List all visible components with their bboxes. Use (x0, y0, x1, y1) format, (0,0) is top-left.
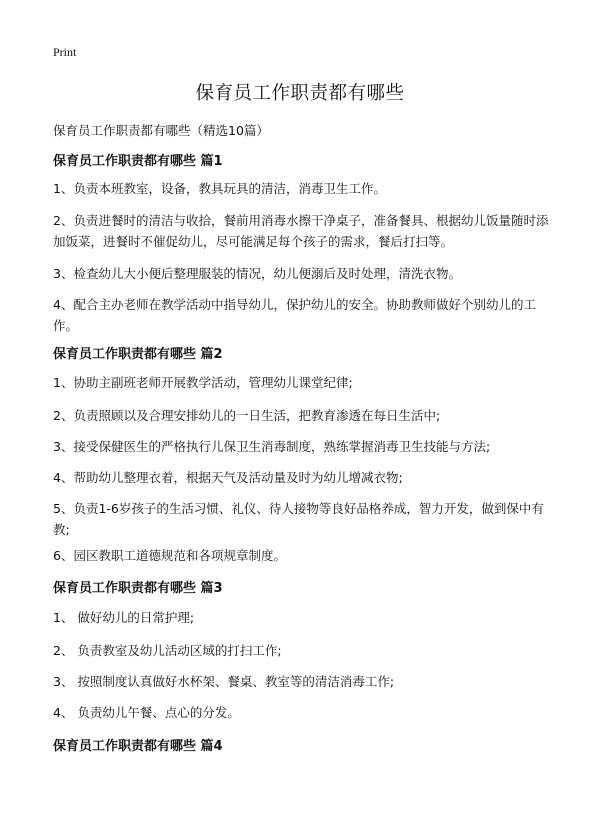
section-heading-2: 保育员工作职责都有哪些 篇2 (53, 347, 223, 362)
section-heading-1: 保育员工作职责都有哪些 篇1 (53, 154, 223, 169)
section-2-item-3: 3、接受保健医生的严格执行儿保卫生消毒制度，熟练掌握消毒卫生技能与方法; (53, 439, 491, 454)
section-2-item-5: 5、负责1-6岁孩子的生活习惯、礼仪、待人接物等良好品格养成，智力开发，做到保中有教; (53, 501, 544, 537)
section-3-item-3: 3、 按照制度认真做好水杯架、餐桌、教室等的清洁消毒工作; (53, 674, 395, 689)
section-2-item-2: 2、负责照顾以及合理安排幼儿的一日生活，把教育渗透在每日生活中; (53, 408, 441, 423)
section-heading-3: 保育员工作职责都有哪些 篇3 (53, 581, 223, 596)
section-2-item-4: 4、帮助幼儿整理衣着，根据天气及活动量及时为幼儿增减衣物; (53, 470, 403, 485)
section-heading-4: 保育员工作职责都有哪些 篇4 (53, 739, 223, 754)
print-link[interactable]: Print (53, 45, 77, 59)
section-3-item-4: 4、 负责幼儿午餐、点心的分发。 (53, 705, 240, 720)
section-1-item-2: 2、负责进餐时的清洁与收拾，餐前用消毒水擦干净桌子，准备餐具、根据幼儿饭量随时添加饭菜，进餐时不催促幼儿，尽可能满足每个孩子的需求，餐后打扫等。 (53, 213, 549, 249)
section-1-item-4: 4、配合主办老师在教学活动中指导幼儿，保护幼儿的安全。协助教师做好个别幼儿的工作。 (53, 297, 536, 333)
section-3-item-2: 2、 负责教室及幼儿活动区域的打扫工作; (53, 643, 282, 658)
section-2-item-6: 6、园区教职工道德规范和各项规章制度。 (53, 548, 286, 563)
section-3-item-1: 1、 做好幼儿的日常护理; (53, 610, 195, 625)
section-1-item-1: 1、负责本班教室，设备，教具玩具的清洁，消毒卫生工作。 (53, 181, 386, 196)
section-1-item-3: 3、检查幼儿大小便后整理服装的情况，幼儿便溺后及时处理，清洗衣物。 (53, 266, 461, 281)
document-subtitle: 保育员工作职责都有哪些（精选10篇） (53, 123, 269, 138)
section-2-item-1: 1、协助主副班老师开展教学活动，管理幼儿课堂纪律; (53, 375, 353, 390)
document-title: 保育员工作职责都有哪些 (195, 83, 405, 104)
